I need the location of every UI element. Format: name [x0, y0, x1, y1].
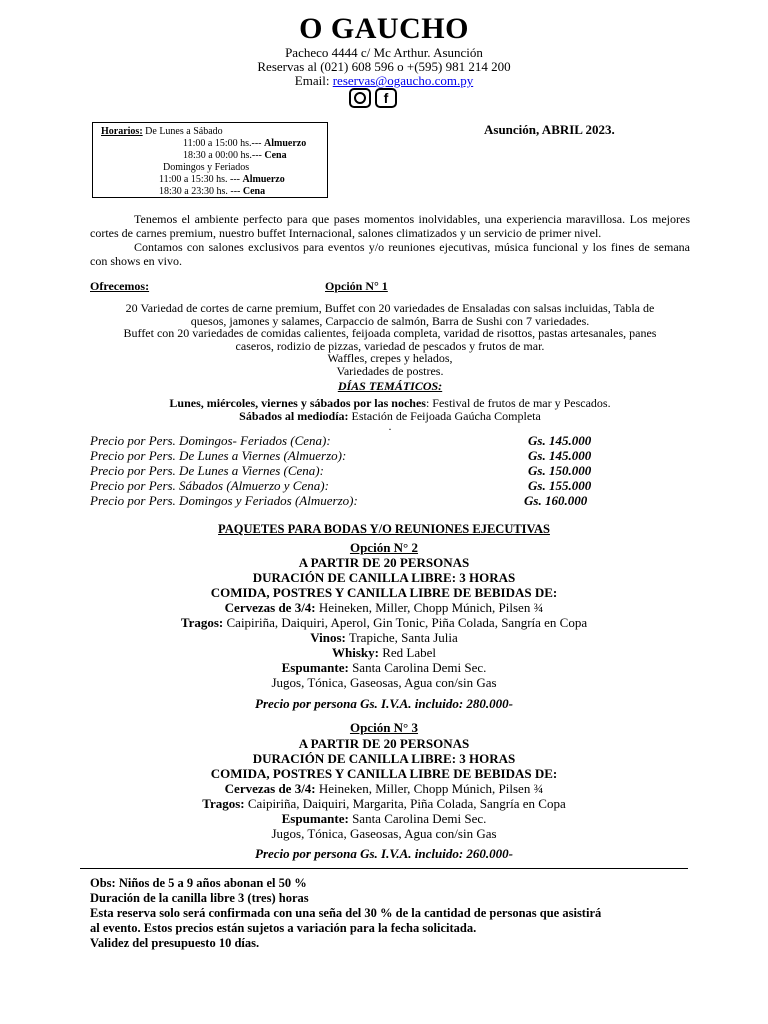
option-2-sparkling	[0, 660, 768, 676]
price-value: Gs. 145.000	[528, 433, 592, 448]
price-label: Precio por Pers. Sábados (Almuerzo y Cena):	[90, 478, 329, 493]
offer-label: Ofrecemos:	[90, 279, 150, 293]
drink-label: Tragos:	[180, 615, 224, 630]
price-row	[90, 448, 690, 463]
option-2-beer	[0, 600, 768, 616]
price-label: Precio por Pers. De Lunes a Viernes (Cena):	[90, 463, 324, 478]
separator-dot: .	[388, 419, 392, 433]
drink-list: Santa Carolina Demi Sec.	[348, 660, 487, 675]
price-row	[90, 493, 690, 508]
document-date: Asunción, ABRIL 2023.	[484, 122, 615, 137]
drink-label: Espumante:	[281, 660, 349, 675]
offer-line: Variedades de postres.	[336, 363, 444, 378]
option-3-juices: Jugos, Tónica, Gaseosas, Agua con/sin Gas	[271, 826, 497, 841]
themed-day-text: Estación de Feijoada Gaúcha Completa	[348, 409, 541, 423]
hours-title: Horarios:	[101, 126, 143, 137]
option-3-beer	[0, 781, 768, 797]
drink-list: Caipiriña, Daiquiri, Aperol, Gin Tonic, Piña Colada, Sangría en Copa	[223, 615, 588, 630]
option-2-title: Opción N° 2	[349, 540, 419, 555]
drink-label: Vinos:	[310, 630, 346, 645]
option-3-drinks	[0, 796, 768, 812]
price-row	[90, 478, 690, 493]
hours-sundays: Domingos y Feriados	[163, 162, 250, 173]
drink-label: Whisky:	[331, 645, 379, 660]
drink-list: Trapiche, Santa Julia	[345, 630, 458, 645]
note-line: al evento. Estos precios están sujetos a variación para la fecha solicitada.	[90, 921, 477, 935]
price-value: Gs. 160.000	[524, 493, 588, 508]
price-label: Precio por Pers. De Lunes a Viernes (Almuerzo):	[90, 448, 347, 463]
price-value: Gs. 150.000	[528, 463, 592, 478]
option-2-whisky	[0, 645, 768, 661]
themed-day-1	[90, 397, 690, 410]
instagram-icon[interactable]	[349, 88, 371, 108]
price-value: Gs. 155.000	[528, 478, 592, 493]
option-2-includes: COMIDA, POSTRES Y CANILLA LIBRE DE BEBIDAS DE:	[210, 585, 558, 600]
option-2-wine	[0, 630, 768, 646]
hours-meal: Almuerzo	[264, 138, 307, 149]
hours-box	[92, 122, 328, 198]
social-icons	[349, 88, 401, 110]
packages-title: PAQUETES PARA BODAS Y/O REUNIONES EJECUTIVAS	[218, 522, 550, 536]
hours-line: 11:00 a 15:00 hs.---	[183, 138, 262, 149]
drink-label: Espumante:	[281, 811, 349, 826]
divider	[80, 868, 688, 869]
drink-label: Cervezas de 3/4:	[224, 600, 316, 615]
price-row	[90, 463, 690, 478]
price-label: Precio por Pers. Domingos y Feriados (Almuerzo):	[90, 493, 358, 508]
note-line: Esta reserva solo será confirmada con una seña del 30 % de la cantidad de personas que asistirá	[90, 906, 602, 920]
price-row	[90, 433, 690, 448]
option-3-sparkling	[0, 811, 768, 827]
notes	[90, 876, 690, 951]
email-line	[0, 73, 768, 88]
note-line: Duración de la canilla libre 3 (tres) horas	[90, 891, 309, 905]
drink-label: Cervezas de 3/4:	[224, 781, 316, 796]
themed-day-label: Sábados al mediodía:	[239, 409, 349, 423]
option-2-duration: DURACIÓN DE CANILLA LIBRE: 3 HORAS	[252, 570, 516, 585]
drink-list: Caipiriña, Daiquiri, Margarita, Piña Colada, Sangría en Copa	[244, 796, 566, 811]
offer-line: 20 Variedad de cortes de carne premium, Buffet con 20 variedades de Ensaladas con salsas incluidas, Tabla de	[125, 301, 655, 315]
offer-line: quesos, jamones y salames, Carpaccio de salmón, Barra de Sushi con 7 variedades.	[190, 313, 590, 328]
option-3-includes: COMIDA, POSTRES Y CANILLA LIBRE DE BEBIDAS DE:	[210, 766, 558, 781]
drink-list: Red Label	[378, 645, 436, 660]
email-link[interactable]: reservas@ogaucho.com.py	[332, 73, 474, 88]
price-value: Gs. 145.000	[528, 448, 592, 463]
email-label: Email:	[294, 73, 333, 88]
option-2-price: Precio por persona Gs. I.V.A. incluido: 280.000-	[255, 696, 513, 711]
themed-day-label: Lunes, miércoles, viernes y sábados por las noches	[169, 396, 426, 410]
drink-list: Heineken, Miller, Chopp Múnich, Pilsen ¾	[315, 781, 544, 796]
hours-weekdays: De Lunes a Sábado	[145, 126, 223, 137]
themed-days-title: DÍAS TEMÁTICOS:	[337, 379, 443, 393]
option-3-price: Precio por persona Gs. I.V.A. incluido: 260.000-	[255, 846, 513, 861]
option-3-title: Opción N° 3	[349, 720, 419, 735]
drink-label: Tragos:	[202, 796, 245, 811]
address: Pacheco 4444 c/ Mc Arthur. Asunción	[285, 45, 483, 60]
option-1-description	[90, 302, 690, 378]
price-label: Precio por Pers. Domingos- Feriados (Cena):	[90, 433, 331, 448]
hours-line: 11:00 a 15:30 hs. ---	[159, 174, 241, 185]
phones: Reservas al (021) 608 596 o +(595) 981 214 200	[257, 59, 511, 74]
offer-line: caseros, rodizio de pizzas, variedad de pescados y frutos de mar.	[235, 338, 545, 353]
note-line: Validez del presupuesto 10 días.	[90, 936, 260, 950]
hours-meal: Cena	[242, 186, 266, 197]
option-2-drinks	[0, 615, 768, 631]
hours-meal: Almuerzo	[242, 174, 285, 185]
themed-day-text: : Festival de frutos de mar y Pescados.	[425, 396, 611, 410]
hours-line: 18:30 a 00:00 hs.---	[183, 150, 262, 161]
offer-line: Waffles, crepes y helados,	[327, 351, 453, 366]
brand-title: O GAUCHO	[299, 12, 469, 45]
intro-paragraph-1: Tenemos el ambiente perfecto para que pases momentos inolvidables, una experiencia maravillosa. Los mejores cortes de carnes premium, nuestro buffet Internacional, salones climatizados y un servicio de primer nivel.	[90, 212, 690, 240]
option-2-min: A PARTIR DE 20 PERSONAS	[298, 555, 470, 570]
offer-line: Buffet con 20 variedades de comidas calientes, feijoada completa, varidad de risottos, pastas artesanales, panes	[123, 326, 657, 341]
option-3-duration: DURACIÓN DE CANILLA LIBRE: 3 HORAS	[252, 751, 516, 766]
option-3-min: A PARTIR DE 20 PERSONAS	[298, 736, 470, 751]
intro-paragraph-2: Contamos con salones exclusivos para eventos y/o reuniones ejecutivas, música funcional y los fines de semana con shows en vivo.	[90, 240, 690, 268]
hours-meal: Cena	[264, 150, 287, 161]
hours-line: 18:30 a 23:30 hs. ---	[159, 186, 241, 197]
option-2-juices: Jugos, Tónica, Gaseosas, Agua con/sin Gas	[271, 675, 497, 690]
note-line: Obs: Niños de 5 a 9 años abonan el 50 %	[90, 876, 307, 890]
option-1-title: Opción N° 1	[325, 279, 388, 293]
drink-list: Santa Carolina Demi Sec.	[348, 811, 487, 826]
drink-list: Heineken, Miller, Chopp Múnich, Pilsen ¾	[315, 600, 544, 615]
facebook-icon[interactable]: f	[375, 88, 397, 108]
